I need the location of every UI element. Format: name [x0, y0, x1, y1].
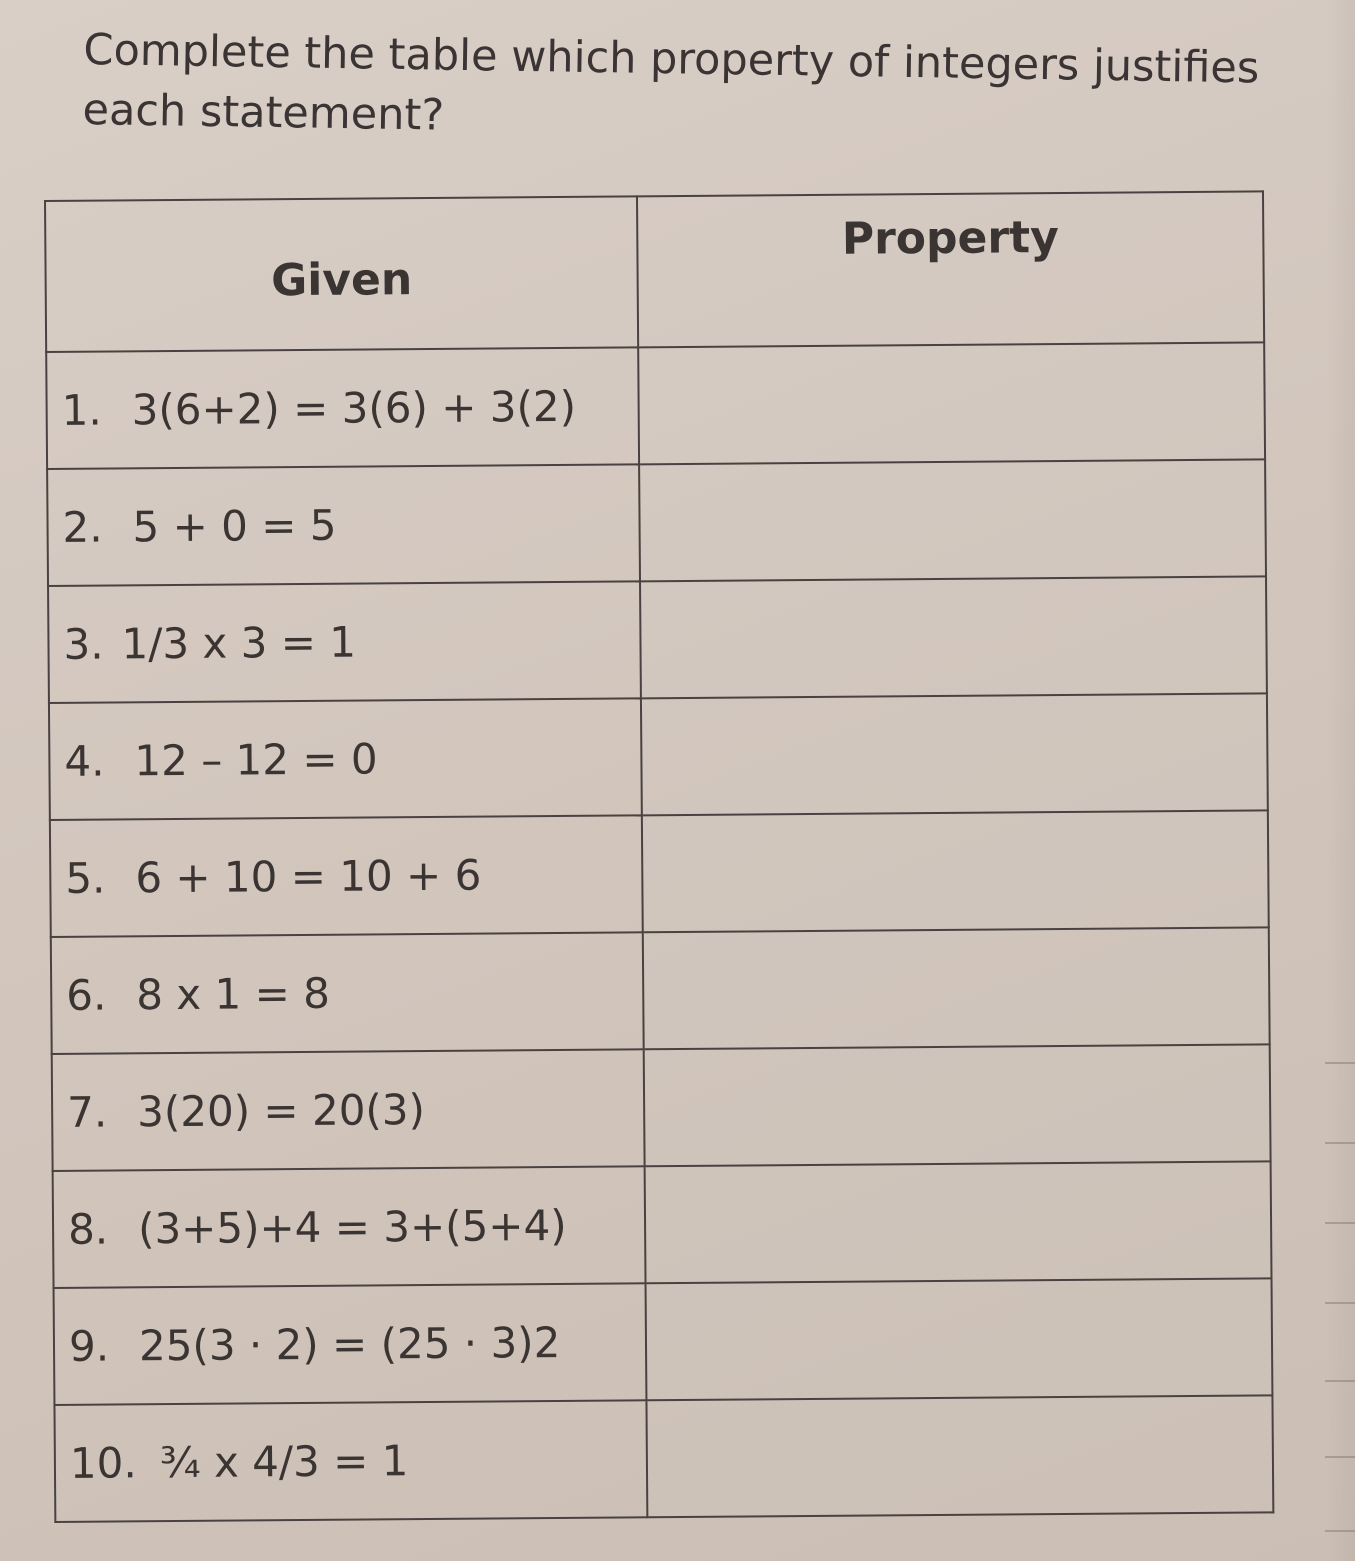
row-number: 8.	[67, 1204, 109, 1254]
given-cell	[50, 815, 643, 937]
margin-tick	[1325, 1530, 1355, 1532]
table-row	[46, 342, 1265, 469]
row-number: 4.	[64, 736, 105, 786]
margin-tick	[1325, 1456, 1355, 1458]
property-answer-cell[interactable]	[641, 693, 1268, 815]
property-answer-cell[interactable]	[645, 1161, 1272, 1283]
property-answer-cell[interactable]	[638, 342, 1265, 464]
given-cell	[54, 1400, 647, 1522]
given-cell	[53, 1166, 646, 1288]
given-expression: 3(20) = 20(3)	[136, 1085, 426, 1137]
table-row	[51, 927, 1270, 1054]
row-number: 2.	[62, 502, 103, 552]
margin-tick	[1325, 1062, 1355, 1064]
row-number: 10.	[69, 1438, 137, 1488]
given-cell	[49, 698, 642, 820]
page-edge-shadow	[1327, 0, 1355, 1561]
header-given: Given	[45, 196, 638, 352]
margin-tick	[1325, 1380, 1355, 1382]
margin-tick	[1325, 1222, 1355, 1224]
row-number: 6.	[66, 970, 107, 1020]
table-row	[48, 576, 1267, 703]
margin-tick	[1325, 1142, 1355, 1144]
table-row	[49, 693, 1268, 820]
row-number: 3.	[63, 619, 104, 669]
given-expression: 12 – 12 = 0	[134, 734, 378, 786]
given-expression: 5 + 0 = 5	[132, 500, 337, 552]
given-cell	[54, 1283, 647, 1405]
given-cell	[51, 932, 644, 1054]
table-row	[50, 810, 1269, 937]
property-answer-cell[interactable]	[644, 1044, 1271, 1166]
worksheet	[44, 190, 1274, 1523]
given-expression: 1/3 x 3 = 1	[121, 617, 357, 669]
property-answer-cell[interactable]	[646, 1395, 1273, 1517]
row-number: 1.	[61, 385, 102, 435]
property-table	[44, 190, 1274, 1523]
table-row	[47, 459, 1266, 586]
property-answer-cell[interactable]	[642, 810, 1269, 932]
given-cell	[48, 581, 641, 703]
table-row	[54, 1395, 1273, 1522]
given-expression: 25(3 · 2) = (25 · 3)2	[138, 1317, 561, 1371]
given-expression: 6 + 10 = 10 + 6	[135, 850, 482, 903]
given-expression: 8 x 1 = 8	[136, 968, 331, 1020]
row-number: 9.	[68, 1321, 110, 1371]
table-row	[53, 1161, 1272, 1288]
property-answer-cell[interactable]	[646, 1278, 1273, 1400]
given-cell	[46, 347, 639, 469]
table-header-row	[45, 191, 1264, 352]
given-cell	[47, 464, 640, 586]
instruction-text: Complete the table which property of integers justifies each statement?	[82, 24, 1260, 141]
given-expression: 3(6+2) = 3(6) + 3(2)	[131, 381, 577, 435]
margin-tick	[1325, 1302, 1355, 1304]
property-answer-cell[interactable]	[640, 576, 1267, 698]
property-answer-cell[interactable]	[639, 459, 1266, 581]
given-expression: (3+5)+4 = 3+(5+4)	[137, 1200, 567, 1254]
header-property: Property	[637, 191, 1264, 347]
table-row	[54, 1278, 1273, 1405]
row-number: 5.	[65, 853, 106, 903]
given-cell	[52, 1049, 645, 1171]
table-row	[52, 1044, 1271, 1171]
given-expression: ¾ x 4/3 = 1	[159, 1436, 409, 1488]
property-answer-cell[interactable]	[643, 927, 1270, 1049]
row-number: 7.	[66, 1087, 108, 1137]
